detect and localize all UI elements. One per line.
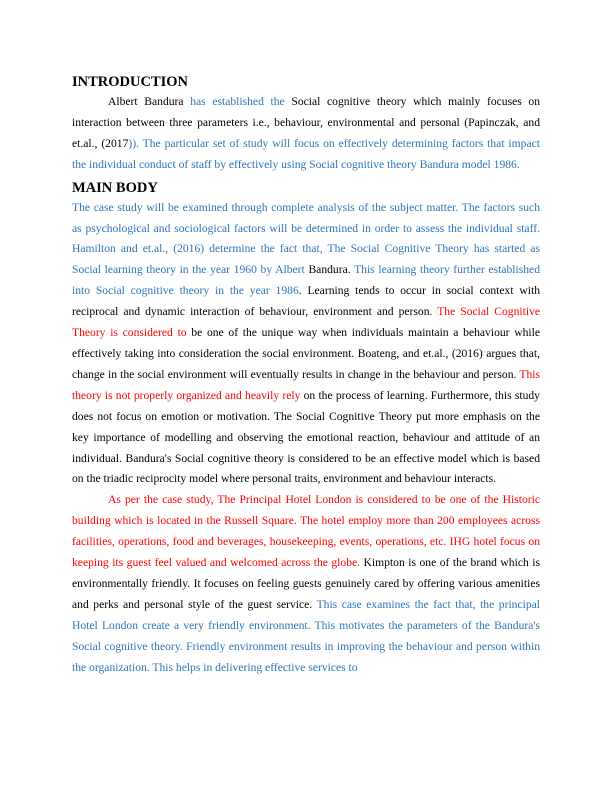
text-run: This learning theory further established into Social cognitive theory in the year 1986: [72, 263, 540, 298]
document-page: [72, 70, 540, 678]
text-run: on the process of learning. Furthermore, this study does not focus on emotion or motivation. The Social Cognitive Theory put more emphasis on the key importance of modelling and observing the emotional reaction, behaviour and attitude of an individual. Bandura's Social cognitive theory is considered to be an effective model which is based on the triadic reciprocity model where personal traits, environment and behaviour interacts.: [72, 388, 540, 486]
main-body-paragraph-1: [72, 198, 540, 491]
main-body-heading: MAIN BODY: [72, 179, 158, 196]
text-run: The Social Cognitive Theory is considered to: [72, 305, 541, 340]
introduction-paragraph: [72, 92, 540, 176]
text-run: . Learning tends to occur in social context with reciprocal and dynamic interaction of behaviour, environment and person.: [72, 284, 540, 319]
main-body-paragraph-2: [72, 490, 540, 678]
text-run: Kimpton is one of the brand which is environmentally friendly. It focuses on feeling guests genuinely cared by offering various amenities and perks and personal style of the guest service.: [72, 556, 540, 611]
text-run: )). The particular set of study will focus on effectively determining factors that impact the individual conduct of staff by effectively using Social cognitive theory Bandura model 1986.: [72, 136, 540, 171]
text-run: Social cognitive theory which mainly focuses on interaction between three parameters i.e., behaviour, environmental and personal (Papinczak, and et.al., (2017: [72, 95, 540, 150]
text-run: The case study will be examined through complete analysis of the subject matter. The factors such as psychological and sociological factors will be determined in order to assess the individual staff. Hamilton and et.al., (2016) determine the fact that, The Social Cognitive Theory has started as Social learning theory in the year 1960 by Albert: [72, 200, 540, 277]
text-run: This theory is not properly organized and heavily rely: [72, 367, 540, 402]
text-run: This case examines the fact that, the principal Hotel London create a very friendly environment. This motivates the parameters of the Bandura's Social cognitive theory. Friendly environment results in improving the behaviour and person within the organization. This helps in delivering effective services to: [72, 597, 540, 674]
text-run: Bandura.: [308, 263, 355, 277]
text-run: As per the case study, The Principal Hotel London is considered to be one of the Historic building which is located in the Russell Square. The hotel employ more than 200 employees across facilities, operations, food and beverages, housekeeping, events, operations, etc. IHG hotel focus on keeping its guest feel valued and welcomed across the globe.: [72, 493, 540, 570]
text-run: be one of the unique way when individuals maintain a behaviour while effectively taking into consideration the social environment. Boateng, and et.al., (2016) argues that, change in the social environment will eventually results in change in the behaviour and person.: [72, 326, 540, 381]
text-run: Albert Bandura: [108, 95, 191, 108]
text-run: has established the: [190, 95, 292, 108]
introduction-heading: INTRODUCTION: [72, 74, 189, 90]
